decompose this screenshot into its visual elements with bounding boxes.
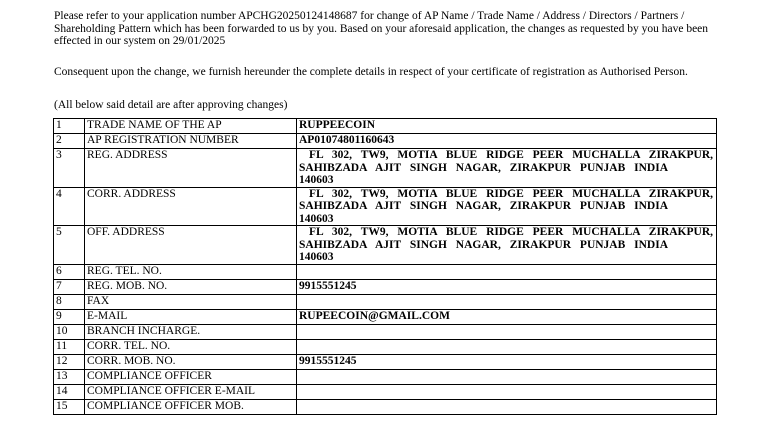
address-value: [297, 187, 717, 226]
row-label: COMPLIANCE OFFICER: [85, 369, 297, 384]
row-value: [297, 384, 717, 399]
address-pincode: 140603: [299, 174, 334, 186]
row-number: 13: [54, 369, 85, 384]
address-line: SAHIBZADA AJIT SINGH NAGAR, ZIRAKPUR PUNJAB INDIA: [299, 161, 669, 174]
row-number: 2: [54, 134, 85, 149]
address-line: FL 302, TW9, MOTIA BLUE RIDGE PEER MUCHALLA ZIRAKPUR,: [309, 149, 714, 161]
row-value: [297, 264, 717, 279]
row-value: AP01074801160643: [297, 134, 717, 149]
row-value: RUPPEECOIN: [297, 119, 717, 134]
table-row: [54, 264, 717, 279]
table-row: [54, 339, 717, 354]
address-line: FL 302, TW9, MOTIA BLUE RIDGE PEER MUCHALLA ZIRAKPUR,: [309, 226, 714, 238]
table-row: [54, 119, 717, 134]
address-line: FL 302, TW9, MOTIA BLUE RIDGE PEER MUCHALLA ZIRAKPUR,: [309, 187, 714, 200]
row-number: 8: [54, 294, 85, 309]
table-row: [54, 384, 717, 399]
row-label: COMPLIANCE OFFICER E-MAIL: [85, 384, 297, 399]
table-row: [54, 324, 717, 339]
row-label: COMPLIANCE OFFICER MOB.: [85, 399, 297, 414]
address-line: SAHIBZADA AJIT SINGH NAGAR, ZIRAKPUR PUNJAB INDIA: [299, 238, 669, 251]
address-value: [297, 149, 717, 188]
row-number: 15: [54, 399, 85, 414]
row-value: [297, 399, 717, 414]
row-value: [297, 324, 717, 339]
table-row: [54, 309, 717, 324]
row-value: [297, 369, 717, 384]
table-row: [54, 369, 717, 384]
intro-paragraph: Please refer to your application number APCHG20250124148687 for change of AP Name / Trade Name / Address / Directors / Partners / Shareholding Pattern which has been forwarded to us by you. Based on your aforesaid application, the changes as requested by you have been effected in our system on 29/01/2025: [54, 10, 709, 48]
row-number: 5: [54, 226, 85, 265]
address-pincode: 140603: [299, 212, 334, 225]
row-number: 7: [54, 279, 85, 294]
address-line: SAHIBZADA AJIT SINGH NAGAR, ZIRAKPUR PUNJAB INDIA: [299, 200, 669, 212]
table-row: [54, 187, 717, 226]
row-label: REG. MOB. NO.: [85, 279, 297, 294]
row-number: 4: [54, 187, 85, 226]
row-label: REG. ADDRESS: [85, 149, 297, 188]
row-label: CORR. TEL. NO.: [85, 339, 297, 354]
table-row: [54, 354, 717, 369]
row-label: E-MAIL: [85, 309, 297, 324]
row-number: 12: [54, 354, 85, 369]
row-value: [297, 294, 717, 309]
row-value: 9915551245: [297, 354, 717, 369]
table-row: [54, 134, 717, 149]
table-row: [54, 149, 717, 188]
consequence-paragraph: Consequent upon the change, we furnish hereunder the complete details in respect of your certificate of registration as Authorised Person.: [54, 66, 688, 78]
table-row: [54, 294, 717, 309]
address-pincode: 140603: [299, 251, 334, 263]
registration-details-table: [53, 118, 717, 415]
row-label: FAX: [85, 294, 297, 309]
row-label: REG. TEL. NO.: [85, 264, 297, 279]
row-value: 9915551245: [297, 279, 717, 294]
row-number: 11: [54, 339, 85, 354]
row-number: 3: [54, 149, 85, 188]
row-label: CORR. ADDRESS: [85, 187, 297, 226]
row-label: CORR. MOB. NO.: [85, 354, 297, 369]
row-label: TRADE NAME OF THE AP: [85, 119, 297, 134]
row-number: 9: [54, 309, 85, 324]
row-label: AP REGISTRATION NUMBER: [85, 134, 297, 149]
row-value: [297, 339, 717, 354]
row-number: 6: [54, 264, 85, 279]
row-label: BRANCH INCHARGE.: [85, 324, 297, 339]
row-value: RUPEECOIN@GMAIL.COM: [297, 309, 717, 324]
table-row: [54, 399, 717, 414]
row-number: 14: [54, 384, 85, 399]
row-number: 10: [54, 324, 85, 339]
row-label: OFF. ADDRESS: [85, 226, 297, 265]
row-number: 1: [54, 119, 85, 134]
address-value: [297, 226, 717, 265]
approval-note: (All below said detail are after approving changes): [54, 99, 288, 111]
table-row: [54, 279, 717, 294]
table-row: [54, 226, 717, 265]
